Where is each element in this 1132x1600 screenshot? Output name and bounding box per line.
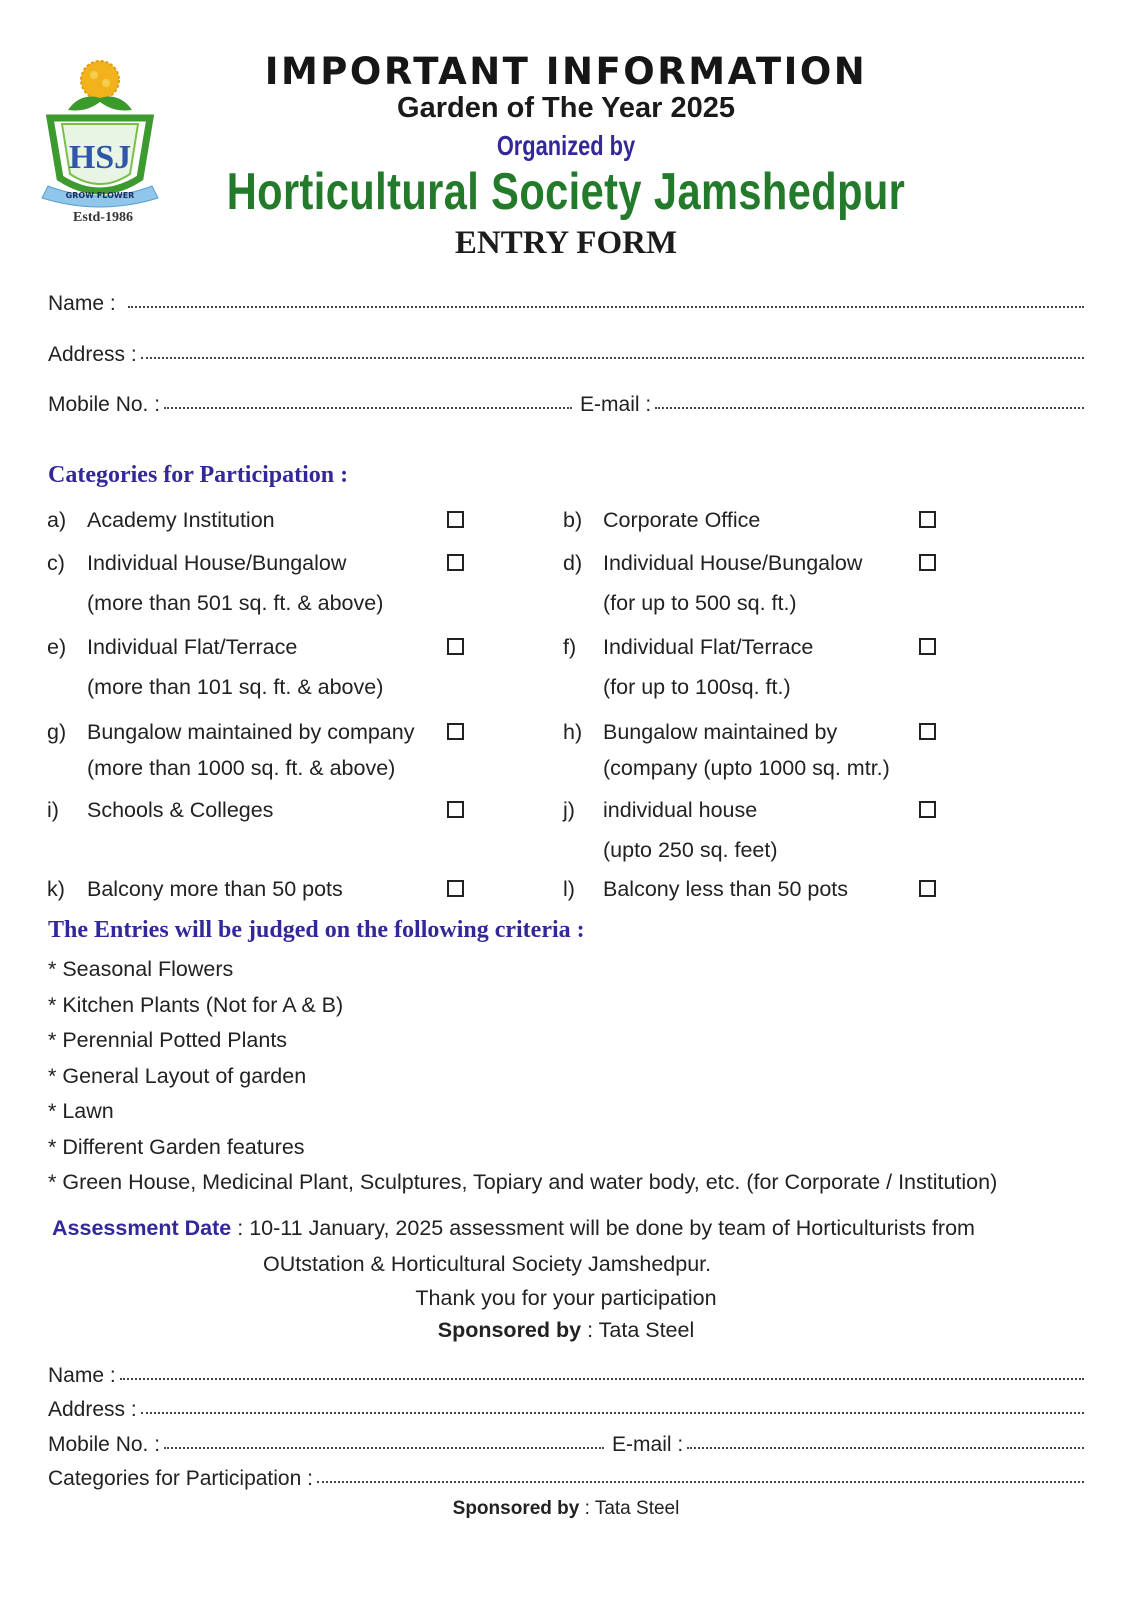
category-label: Schools & Colleges xyxy=(87,798,274,822)
bottom-mobile-field[interactable] xyxy=(164,1447,604,1449)
category-checkbox[interactable] xyxy=(919,511,936,528)
category-checkbox[interactable] xyxy=(447,801,464,818)
bottom-mobile-label: Mobile No. : xyxy=(48,1433,161,1456)
page-title: IMPORTANT INFORMATION xyxy=(264,50,868,93)
organized-by: Organized by xyxy=(496,130,636,161)
criteria-item: * Green House, Medicinal Plant, Sculptures, Topiary and water body, etc. (for Corporate / Institution) xyxy=(48,1170,998,1194)
mobile-label: Mobile No. : xyxy=(48,393,161,416)
criteria-heading: The Entries will be judged on the following criteria : xyxy=(48,917,585,943)
category-label: Corporate Office xyxy=(603,508,761,532)
criteria-item: * Kitchen Plants (Not for A & B) xyxy=(48,992,344,1017)
thanks-text: Thank you for your participation xyxy=(415,1286,717,1310)
logo-monogram: HSJ xyxy=(68,139,132,176)
page-subtitle: Garden of The Year 2025 xyxy=(397,92,735,124)
bottom-address-row xyxy=(48,1398,1084,1422)
assessment-block xyxy=(52,1210,1072,1282)
email-field[interactable] xyxy=(655,407,1084,409)
sponsor-label: Sponsored by xyxy=(437,1318,582,1342)
category-label: Individual House/Bungalow xyxy=(603,551,863,575)
category-letter: f) xyxy=(563,635,577,659)
category-detail: (more than 1000 sq. ft. & above) xyxy=(87,756,396,780)
bottom-address-label: Address : xyxy=(48,1398,137,1421)
category-checkbox[interactable] xyxy=(447,880,464,897)
category-label: individual house xyxy=(603,798,758,822)
bottom-email-label: E-mail : xyxy=(612,1433,684,1456)
categories-heading: Categories for Participation : xyxy=(48,462,349,488)
category-letter: e) xyxy=(47,635,67,659)
category-detail: (for up to 500 sq. ft.) xyxy=(603,591,797,615)
society-name: Horticultural Society Jamshedpur xyxy=(226,163,906,221)
criteria-item: * Perennial Potted Plants xyxy=(48,1028,288,1052)
category-detail: (company (upto 1000 sq. mtr.) xyxy=(603,756,890,780)
assessment-text: : 10-11 January, 2025 assessment will be done by team of Horticulturists from xyxy=(237,1216,975,1240)
bottom-address-field[interactable] xyxy=(141,1412,1084,1414)
assessment-label: Assessment Date xyxy=(52,1216,232,1240)
criteria-item: * Seasonal Flowers xyxy=(48,957,234,981)
footer-sponsor-label: Sponsored by xyxy=(452,1498,580,1519)
category-letter: h) xyxy=(563,720,583,744)
bottom-categories-label: Categories for Participation : xyxy=(48,1467,313,1490)
name-field-row xyxy=(48,292,1084,316)
category-label: Individual Flat/Terrace xyxy=(87,635,298,659)
sponsor-line xyxy=(0,1318,1132,1343)
category-detail: (more than 501 sq. ft. & above) xyxy=(87,591,384,615)
email-label: E-mail : xyxy=(580,393,652,416)
category-label: Bungalow maintained by company xyxy=(87,720,415,744)
category-label: Individual Flat/Terrace xyxy=(603,635,814,659)
criteria-item: * General Layout of garden xyxy=(48,1063,307,1088)
bottom-name-field[interactable] xyxy=(120,1378,1084,1380)
form-title: ENTRY FORM xyxy=(454,225,678,261)
assessment-text-continued: OUtstation & Horticultural Society Jamshedpur. xyxy=(263,1252,712,1276)
category-checkbox[interactable] xyxy=(447,554,464,571)
category-label: Bungalow maintained by xyxy=(603,720,838,744)
bottom-name-label: Name : xyxy=(48,1364,116,1387)
logo-estd: Estd-1986 xyxy=(73,210,133,225)
category-label: Academy Institution xyxy=(87,508,275,532)
bottom-categories-field[interactable] xyxy=(317,1481,1084,1483)
category-checkbox[interactable] xyxy=(919,801,936,818)
category-letter: d) xyxy=(563,551,583,575)
bottom-categories-row xyxy=(48,1467,1084,1491)
address-field-row xyxy=(48,343,1084,367)
category-letter: g) xyxy=(47,720,67,744)
category-letter: a) xyxy=(47,508,67,532)
category-label: Individual House/Bungalow xyxy=(87,551,347,575)
footer-sponsor-line xyxy=(0,1498,1132,1520)
category-label: Balcony more than 50 pots xyxy=(87,877,343,901)
category-checkbox[interactable] xyxy=(919,638,936,655)
name-field[interactable] xyxy=(128,306,1084,308)
mobile-field[interactable] xyxy=(164,407,572,409)
criteria-item: * Different Garden features xyxy=(48,1134,305,1159)
category-letter: j) xyxy=(563,798,575,822)
criteria-item: * Lawn xyxy=(48,1099,114,1123)
category-checkbox[interactable] xyxy=(447,723,464,740)
category-checkbox[interactable] xyxy=(447,511,464,528)
bottom-contact-row xyxy=(48,1433,1084,1457)
address-label: Address : xyxy=(48,343,137,366)
category-detail: (upto 250 sq. feet) xyxy=(603,838,778,862)
sponsor-value: : Tata Steel xyxy=(587,1318,695,1342)
category-detail: (for up to 100sq. ft.) xyxy=(603,675,791,699)
category-letter: i) xyxy=(47,798,59,822)
bottom-email-field[interactable] xyxy=(687,1447,1084,1449)
category-letter: l) xyxy=(563,877,575,901)
category-checkbox[interactable] xyxy=(919,880,936,897)
category-checkbox[interactable] xyxy=(447,638,464,655)
contact-field-row xyxy=(48,393,1084,417)
category-letter: c) xyxy=(47,551,65,575)
address-field[interactable] xyxy=(141,357,1084,359)
category-letter: b) xyxy=(563,508,583,532)
bottom-name-row xyxy=(48,1364,1084,1388)
logo-ribbon-text: GROW FLOWER xyxy=(65,191,135,200)
category-detail: (more than 101 sq. ft. & above) xyxy=(87,675,384,699)
category-checkbox[interactable] xyxy=(919,554,936,571)
category-label: Balcony less than 50 pots xyxy=(603,877,849,901)
category-letter: k) xyxy=(47,877,65,901)
category-checkbox[interactable] xyxy=(919,723,936,740)
name-label: Name : xyxy=(48,292,116,315)
footer-sponsor-value: : Tata Steel xyxy=(584,1498,680,1519)
